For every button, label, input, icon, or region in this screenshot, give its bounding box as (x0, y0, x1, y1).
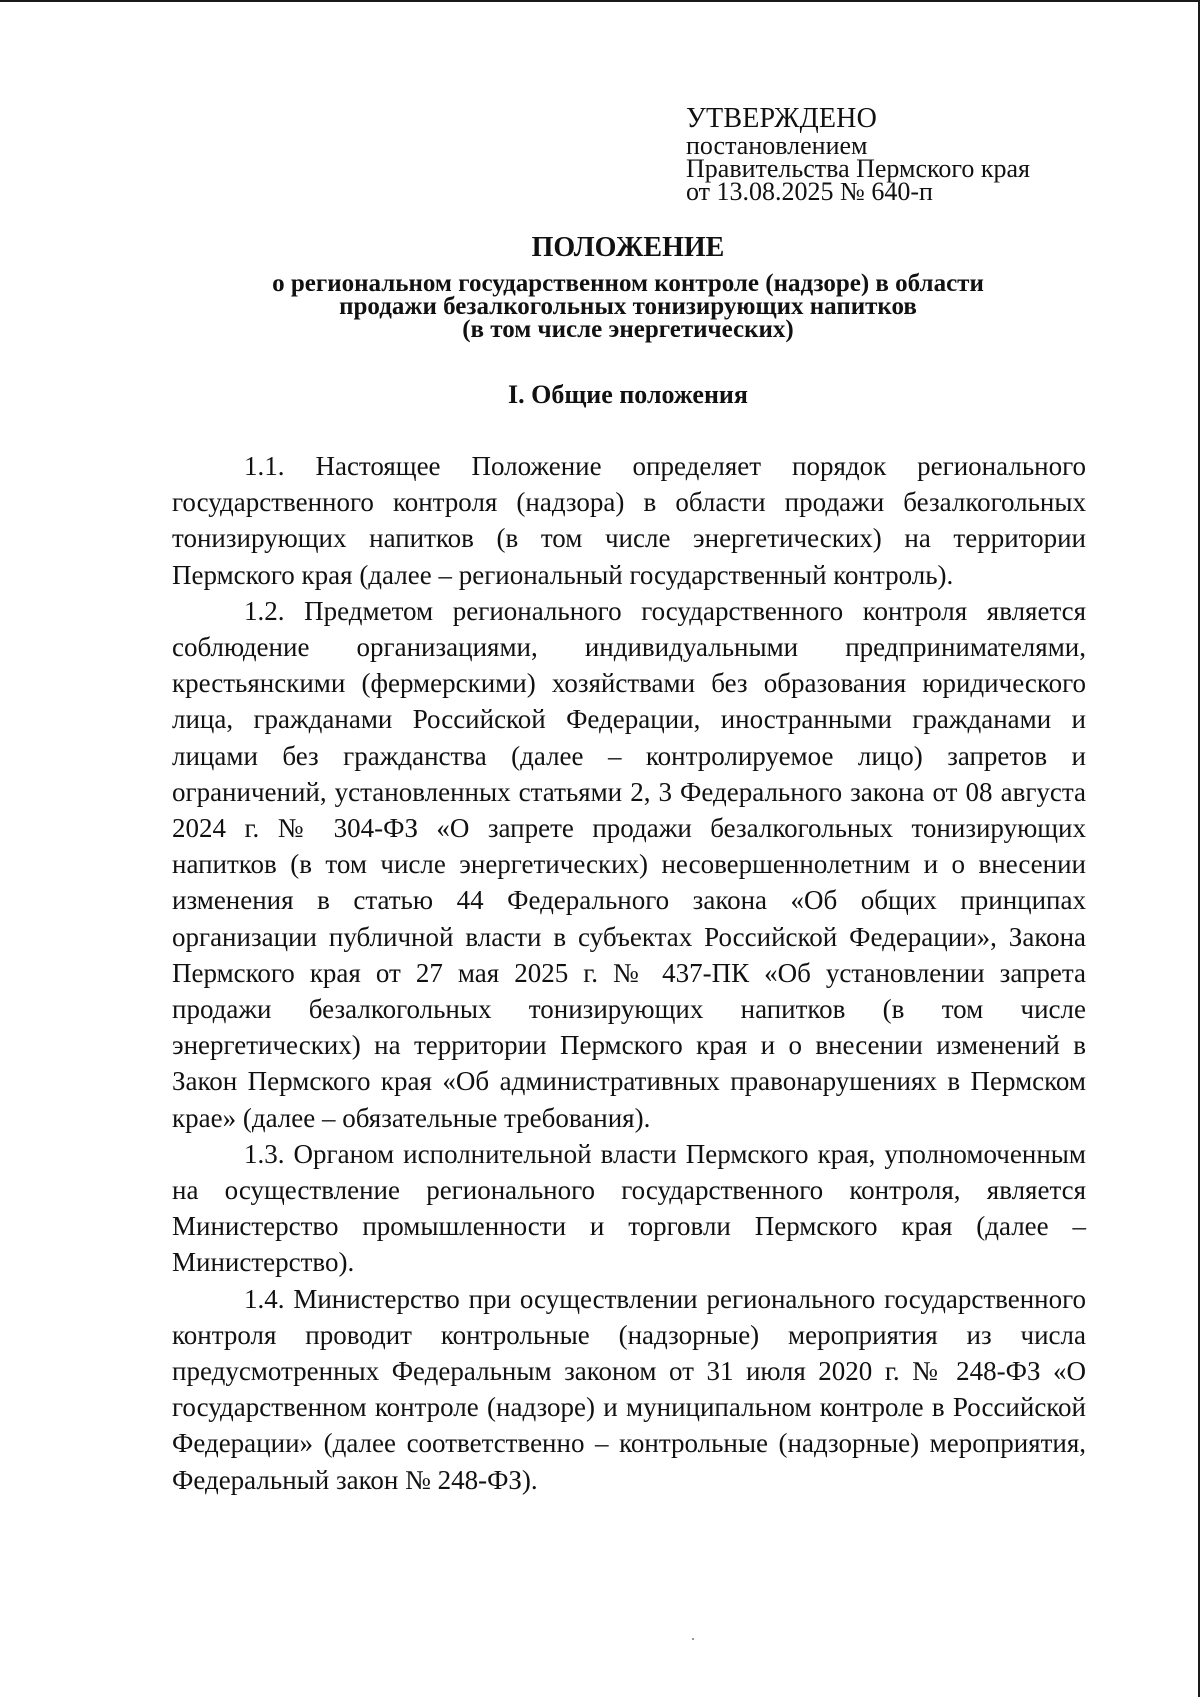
approval-stamp (686, 103, 1106, 206)
section-title: I. Общие положения (508, 380, 748, 409)
document-title: ПОЛОЖЕНИЕ (531, 232, 725, 263)
approval-line-3: от 13.08.2025 № 640-п (686, 177, 933, 206)
subtitle-line-1: о региональном государственном контроле (надзоре) в области (272, 270, 984, 297)
approval-line-1: постановлением (686, 131, 868, 160)
paragraph-1-1: 1.1. Настоящее Положение определяет порядок регионального государственного контроля (надзора) в области продажи безалкогольных тонизирующих напитков (в том числе энергетических) на территории Пермского края (далее – региональный государственный контроль). (172, 451, 1086, 590)
document-subtitle (170, 272, 1086, 341)
subtitle-line-2: продажи безалкогольных тонизирующих напитков (339, 293, 917, 320)
approval-line-2: Правительства Пермского края (686, 154, 1030, 183)
document-body (172, 448, 1086, 1498)
paragraph-1-3: 1.3. Органом исполнительной власти Пермского края, уполномоченным на осуществление регионального государственного контроля, является Министерство промышленности и торговли Пермского края (далее – Министерство). (172, 1138, 1086, 1278)
paragraph-1-2: 1.2. Предметом регионального государственного контроля является соблюдение организациями, индивидуальными предпринимателями, крестьянскими (фермерскими) хозяйствами без образования юридического лица, гражданами Российской Федерации, иностранными гражданами и лицами без гражданства (далее – контролируемое лицо) запретов и ограничений, установленных статьями 2, 3 Федерального закона от 08 августа 2024 г. № 304-ФЗ «О запрете продажи безалкогольных тонизирующих напитков (в том числе энергетических) несовершеннолетним и о внесении изменения в статью 44 Федерального закона «Об общих принципах организации публичной власти в субъектах Российской Федерации», Закона Пермского края от 27 мая 2025 г. № 437-ПК «Об установлении запрета продажи безалкогольных тонизирующих напитков (в том числе энергетических) на территории Пермского края и о внесении изменений в Закон Пермского края «Об административных правонарушениях в Пермском крае» (далее – обязательные требования). (172, 595, 1086, 1133)
approval-heading: УТВЕРЖДЕНО (686, 103, 878, 134)
scan-speck (692, 1638, 694, 1640)
subtitle-line-3: (в том числе энергетических) (462, 316, 794, 343)
scan-border-top (0, 0, 1200, 2)
paragraph-1-4: 1.4. Министерство при осуществлении регионального государственного контроля проводит контрольные (надзорные) мероприятия из числа предусмотренных Федеральным законом от 31 июля 2020 г. № 248-ФЗ «О государственном контроле (надзоре) и муниципальном контроле в Российской Федерации» (далее соответственно – контрольные (надзорные) мероприятия, Федеральный закон № 248-ФЗ). (172, 1283, 1086, 1495)
